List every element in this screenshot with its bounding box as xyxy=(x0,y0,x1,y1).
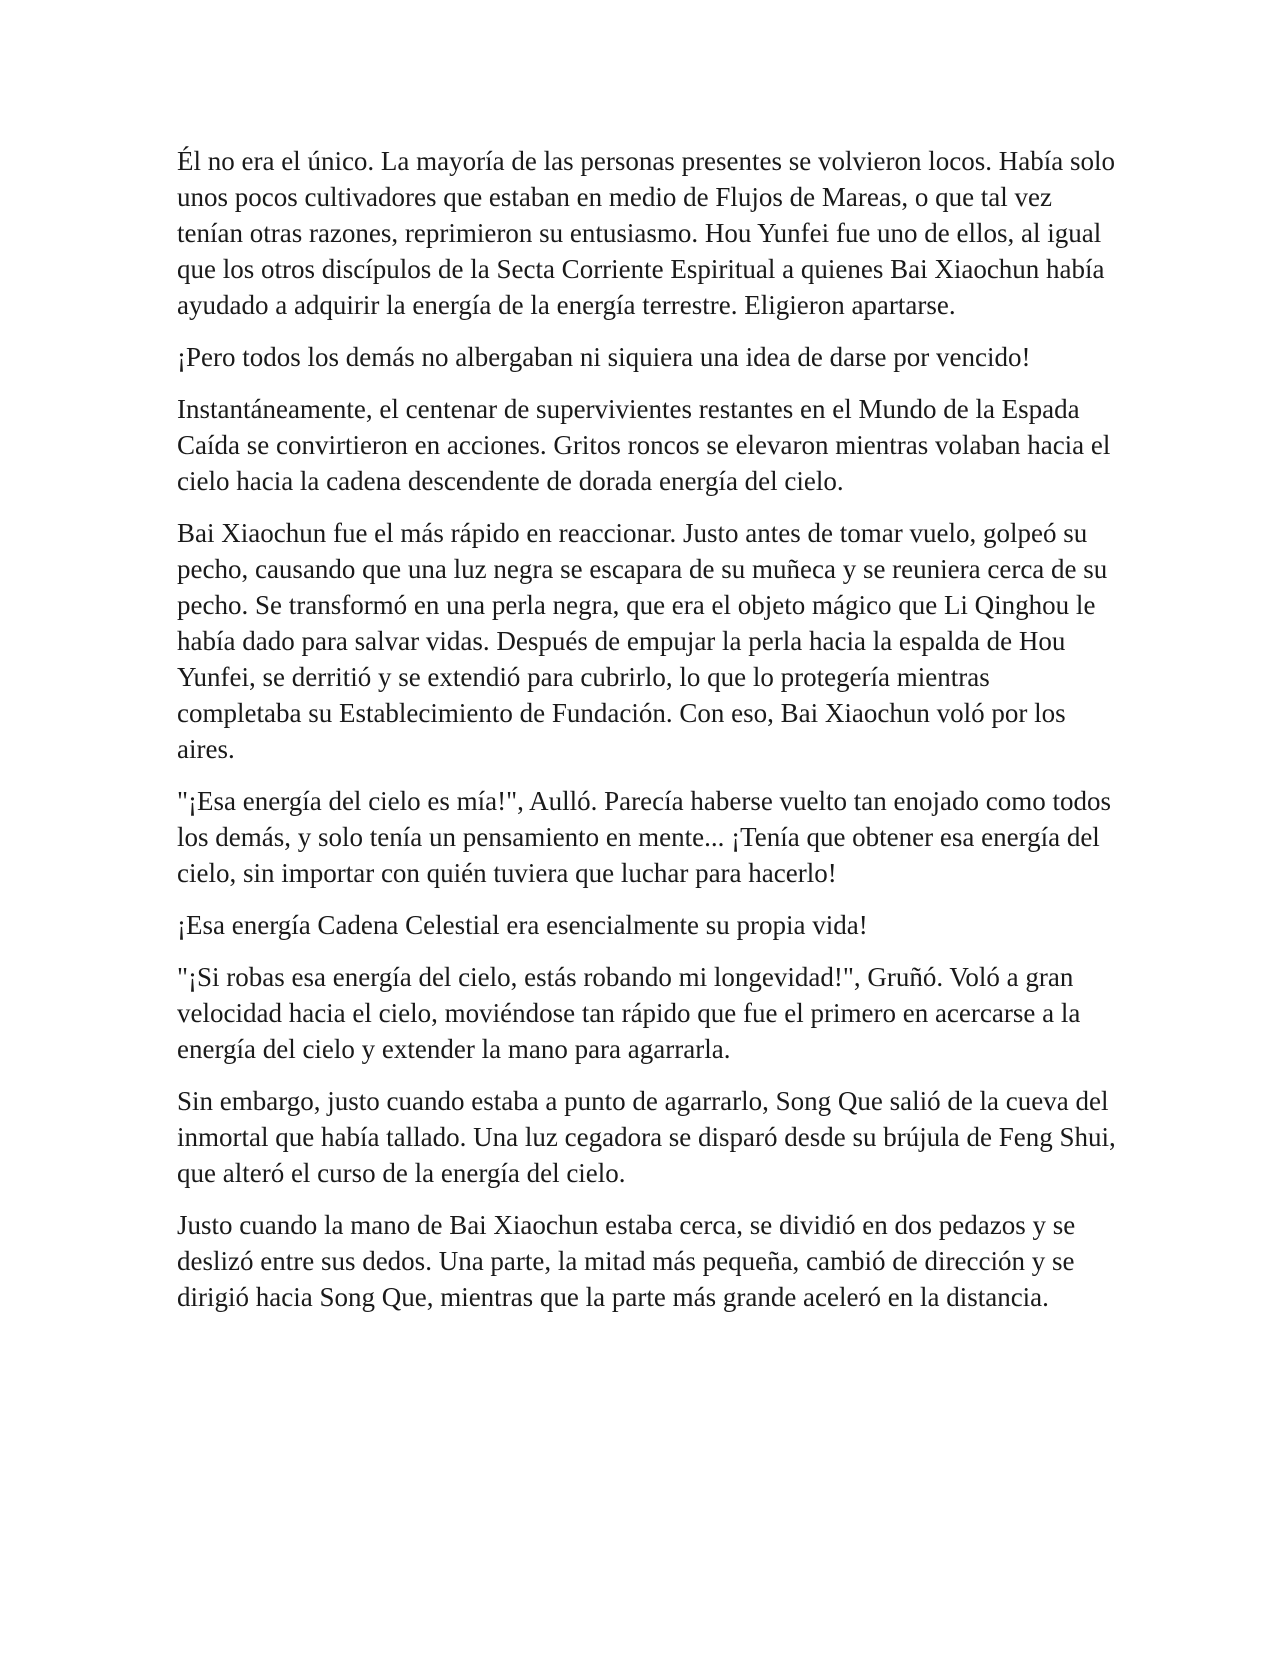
paragraph-8: Sin embargo, justo cuando estaba a punto de agarrarlo, Song Que salió de la cueva del inmortal que había tallado. Una luz cegadora se disparó desde su brújula de Feng Shui, que alteró el curso de la energía del cielo. xyxy=(177,1086,1116,1188)
paragraph-1: Él no era el único. La mayoría de las personas presentes se volvieron locos. Había solo unos pocos cultivadores que estaban en medio de Flujos de Mareas, o que tal vez tenían otras razones, reprimieron su entusiasmo. Hou Yunfei fue uno de ellos, al igual que los otros discípulos de la Secta Corriente Espiritual a quienes Bai Xiaochun había ayudado a adquirir la energía de la energía terrestre. Eligieron apartarse. xyxy=(177,146,1115,320)
paragraph-9: Justo cuando la mano de Bai Xiaochun estaba cerca, se dividió en dos pedazos y se deslizó entre sus dedos. Una parte, la mitad más pequeña, cambió de dirección y se dirigió hacia Song Que, mientras que la parte más grande aceleró en la distancia. xyxy=(177,1210,1076,1312)
paragraph-5: "¡Esa energía del cielo es mía!", Aulló. Parecía haberse vuelto tan enojado como todos los demás, y solo tenía un pensamiento en mente... ¡Tenía que obtener esa energía del cielo, sin importar con quién tuviera que luchar para hacerlo! xyxy=(177,786,1111,888)
paragraph-7: "¡Si robas esa energía del cielo, estás robando mi longevidad!", Gruñó. Voló a gran velocidad hacia el cielo, moviéndose tan rápido que fue el primero en acercarse a la energía del cielo y extender la mano para agarrarla. xyxy=(177,962,1081,1064)
paragraph-3: Instantáneamente, el centenar de supervivientes restantes en el Mundo de la Espada Caída se convirtieron en acciones. Gritos roncos se elevaron mientras volaban hacia el cielo hacia la cadena descendente de dorada energía del cielo. xyxy=(177,394,1111,496)
document-page xyxy=(177,143,1117,1331)
paragraph-6: ¡Esa energía Cadena Celestial era esencialmente su propia vida! xyxy=(177,910,868,940)
paragraph-2: ¡Pero todos los demás no albergaban ni siquiera una idea de darse por vencido! xyxy=(177,342,1031,372)
paragraph-4: Bai Xiaochun fue el más rápido en reaccionar. Justo antes de tomar vuelo, golpeó su pecho, causando que una luz negra se escapara de su muñeca y se reuniera cerca de su pecho. Se transformó en una perla negra, que era el objeto mágico que Li Qinghou le había dado para salvar vidas. Después de empujar la perla hacia la espalda de Hou Yunfei, se derritió y se extendió para cubrirlo, lo que lo protegería mientras completaba su Establecimiento de Fundación. Con eso, Bai Xiaochun voló por los aires. xyxy=(177,518,1108,764)
